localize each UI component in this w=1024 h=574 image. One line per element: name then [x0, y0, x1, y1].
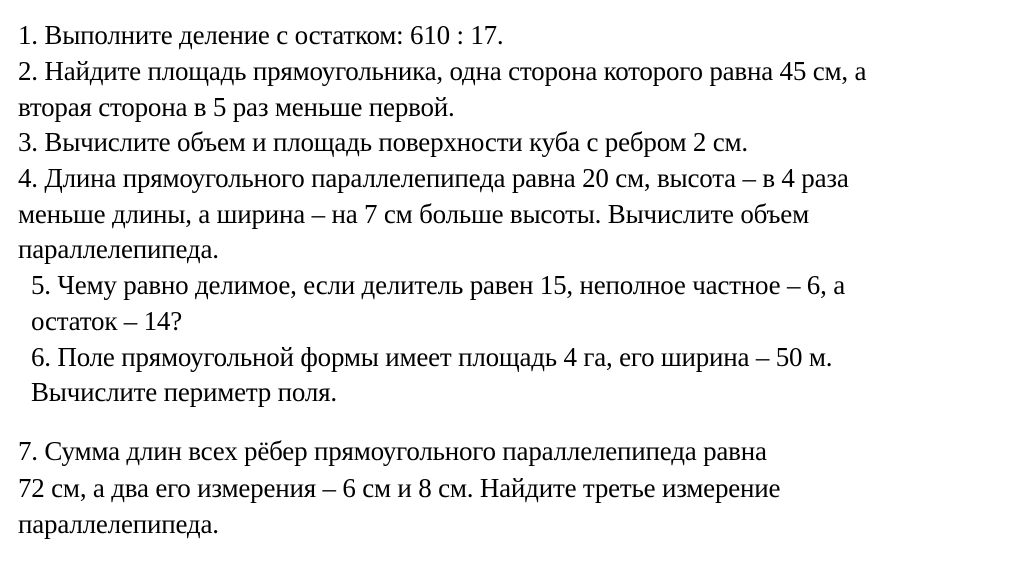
task-4-line-2: меньше длины, а ширина – на 7 см больше высоты. Вычислите объем: [18, 199, 809, 229]
task-2-line-2: вторая сторона в 5 раз меньше первой.: [18, 92, 455, 122]
task-6-line-2: Вычислите периметр поля.: [31, 377, 337, 407]
task-3-line-1: 3. Вычислите объем и площадь поверхности куба с ребром 2 см.: [18, 127, 748, 157]
task-1-line-1: 1. Выполните деление с остатком: 610 : 17.: [18, 20, 504, 50]
task-5-line-2: остаток – 14?: [31, 306, 183, 336]
task-7-line-1: 7. Сумма длин всех рёбер прямоугольного параллелепипеда равна: [18, 436, 767, 466]
task-7-line-2: 72 см, а два его измерения – 6 см и 8 см. Найдите третье измерение: [18, 473, 781, 503]
task-6-line-1: 6. Поле прямоугольной формы имеет площадь 4 га, его ширина – 50 м.: [31, 342, 833, 372]
task-7-line-3: параллелепипеда.: [18, 509, 219, 539]
task-5-line-1: 5. Чему равно делимое, если делитель равен 15, неполное частное – 6, а: [31, 270, 845, 300]
task-2-line-1: 2. Найдите площадь прямоугольника, одна сторона которого равна 45 см, а: [18, 56, 867, 86]
task-4-line-3: параллелепипеда.: [18, 234, 219, 264]
task-4-line-1: 4. Длина прямоугольного параллелепипеда равна 20 см, высота – в 4 раза: [18, 163, 849, 193]
